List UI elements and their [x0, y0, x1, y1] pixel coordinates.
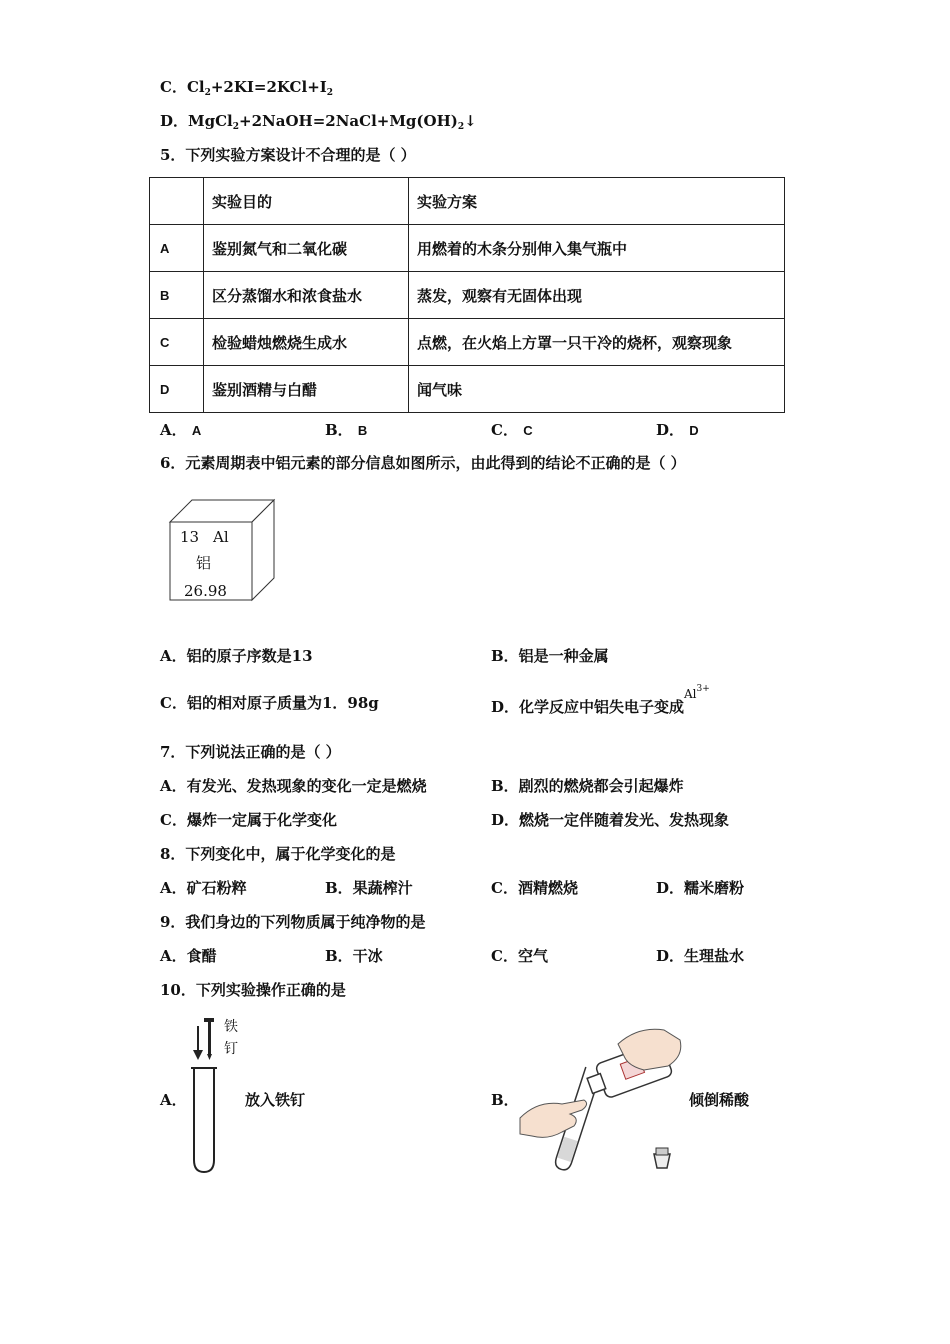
- ion-charge: 3+: [696, 684, 710, 694]
- table-header-cell: 实验目的: [204, 178, 409, 225]
- q10-option-a-label: A．: [160, 1091, 187, 1109]
- q9-option-d: D．生理盐水: [656, 947, 745, 965]
- table-header-cell: [150, 178, 204, 225]
- table-row: [150, 272, 785, 319]
- q6-stem: 6．元素周期表中铝元素的部分信息如图所示，由此得到的结论不正确的是（ ）: [160, 454, 686, 472]
- table-cell-plan: 用燃着的木条分别伸入集气瓶中: [409, 225, 785, 272]
- q4-option-d: D．$MgCl_2+2NaOH=2NaCl+Mg(OH)_2↓$: [160, 112, 477, 132]
- pouring-acid-figure: [518, 1022, 688, 1172]
- table-cell-key: A: [150, 225, 204, 272]
- q5-option-a: A． A: [160, 421, 202, 439]
- q10-option-b-caption: 倾倒稀酸: [689, 1091, 750, 1109]
- q5-option-c: C． C: [491, 421, 533, 439]
- table-cell-purpose: 鉴别酒精与白醋: [204, 366, 409, 413]
- element-name: 铝: [196, 554, 212, 572]
- q8-option-b: B．果蔬榨汁: [325, 879, 413, 897]
- q7-option-b: B．剧烈的燃烧都会引起爆炸: [491, 777, 684, 795]
- table-cell-key: D: [150, 366, 204, 413]
- table-cell-purpose: 区分蒸馏水和浓食盐水: [204, 272, 409, 319]
- q10-option-b-label: B．: [491, 1091, 519, 1109]
- nail-label-1: 铁: [224, 1019, 238, 1035]
- table-row: [150, 366, 785, 413]
- element-number: 13: [180, 528, 200, 546]
- q7-option-d: D．燃烧一定伴随着发光、发热现象: [491, 811, 730, 829]
- table-cell-key: C: [150, 319, 204, 366]
- q9-option-a: A．食醋: [160, 947, 217, 965]
- q7-option-c: C．爆炸一定属于化学变化: [160, 811, 337, 829]
- table-cell-purpose: 鉴别氮气和二氧化碳: [204, 225, 409, 272]
- q6-option-d: D．化学反应中铝失电子变成$^{Al^{3+}}$: [491, 684, 710, 716]
- table-header-row: [150, 178, 785, 225]
- nail-label-2: 钉: [224, 1041, 238, 1057]
- q7-option-a: A．有发光、发热现象的变化一定是燃烧: [160, 777, 427, 795]
- q6-option-c: C．铝的相对原子质量为1．98g: [160, 694, 379, 712]
- table-cell-purpose: 检验蜡烛燃烧生成水: [204, 319, 409, 366]
- q4-option-c: C．$Cl_2+2KI=2KCl+I_2$: [160, 78, 334, 98]
- table-cell-plan: 闻气味: [409, 366, 785, 413]
- table-cell-plan: 点燃，在火焰上方罩一只干冷的烧杯，观察现象: [409, 319, 785, 366]
- element-mass: 26.98: [184, 582, 227, 600]
- q8-stem: 8．下列变化中，属于化学变化的是: [160, 845, 396, 863]
- table-row: [150, 319, 785, 366]
- q10-option-a-caption: 放入铁钉: [245, 1091, 306, 1109]
- element-symbol: Al: [213, 528, 229, 546]
- q8-option-c: C．酒精燃烧: [491, 879, 578, 897]
- q6-option-b: B．铝是一种金属: [491, 647, 609, 665]
- table-header-cell: 实验方案: [409, 178, 785, 225]
- q9-option-c: C．空气: [491, 947, 548, 965]
- q5-stem: 5．下列实验方案设计不合理的是（ ）: [160, 146, 416, 164]
- q5-option-b: B． B: [325, 421, 368, 439]
- table-row: [150, 225, 785, 272]
- q8-option-a: A．矿石粉粹: [160, 879, 247, 897]
- q5-table: [149, 177, 785, 413]
- q8-option-d: D．糯米磨粉: [656, 879, 745, 897]
- table-cell-plan: 蒸发，观察有无固体出现: [409, 272, 785, 319]
- q10-stem: 10．下列实验操作正确的是: [160, 981, 346, 999]
- ion-symbol: Al: [684, 687, 697, 701]
- q5-option-d: D． D: [656, 421, 699, 439]
- q7-stem: 7．下列说法正确的是（ ）: [160, 743, 341, 761]
- table-cell-key: B: [150, 272, 204, 319]
- q9-stem: 9．我们身边的下列物质属于纯净物的是: [160, 913, 426, 931]
- q6-option-a: A．铝的原子序数是13: [160, 647, 313, 665]
- q9-option-b: B．干冰: [325, 947, 383, 965]
